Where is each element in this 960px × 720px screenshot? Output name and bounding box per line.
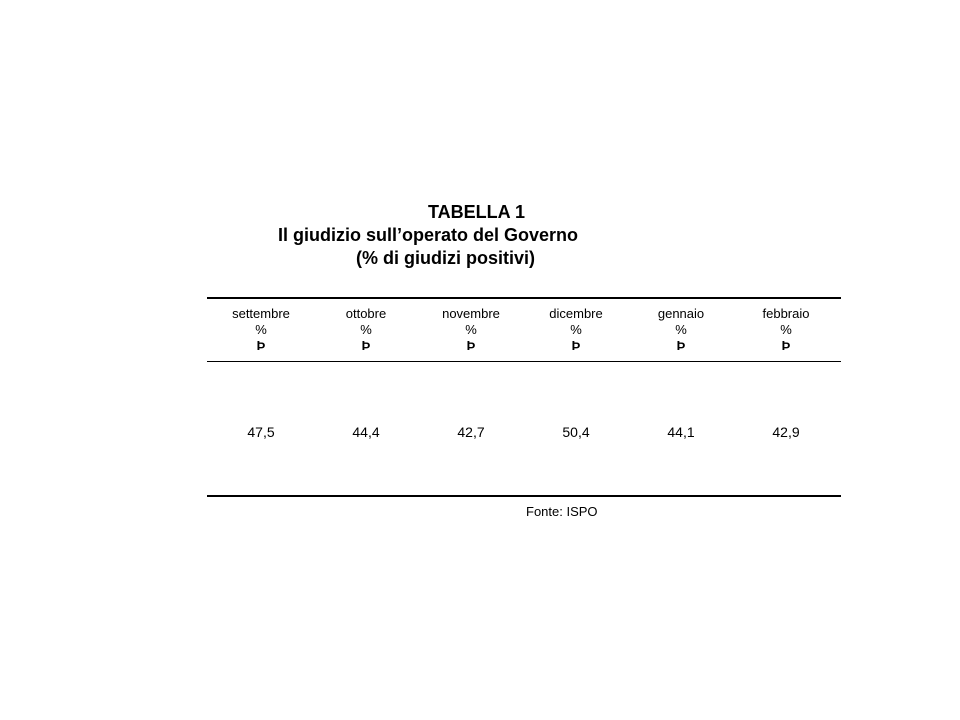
unit-label: % <box>255 322 267 337</box>
table-header-rule <box>207 361 841 362</box>
down-arrow-icon: Þ <box>256 338 266 353</box>
month-label: gennaio <box>657 306 705 321</box>
source-note: Fonte: ISPO <box>526 504 598 519</box>
down-arrow-icon: Þ <box>466 338 476 353</box>
down-arrow-icon: Þ <box>361 338 371 353</box>
unit-label: % <box>465 322 477 337</box>
down-arrow-icon: Þ <box>676 338 686 353</box>
unit-label: % <box>570 322 582 337</box>
month-label: ottobre <box>345 306 387 321</box>
table-subtitle: Il giudizio sull’operato del Governo <box>278 225 579 245</box>
month-label: febbraio <box>762 306 810 321</box>
table-top-rule <box>207 297 841 299</box>
table-title: TABELLA 1 <box>428 202 525 222</box>
column-header <box>316 306 416 354</box>
value-cell: 47,5 <box>247 424 275 440</box>
value-cell: 42,7 <box>457 424 485 440</box>
column-header <box>631 306 731 354</box>
column-header <box>421 306 521 354</box>
month-label: dicembre <box>549 306 603 321</box>
value-cell: 42,9 <box>772 424 800 440</box>
down-arrow-icon: Þ <box>781 338 791 353</box>
month-label: settembre <box>232 306 290 321</box>
down-arrow-icon: Þ <box>571 338 581 353</box>
unit-label: % <box>780 322 792 337</box>
value-cell: 50,4 <box>562 424 590 440</box>
table-bottom-rule <box>207 495 841 497</box>
month-label: novembre <box>442 306 500 321</box>
column-header <box>736 306 836 354</box>
value-cell: 44,4 <box>352 424 380 440</box>
unit-label: % <box>675 322 687 337</box>
table-subtitle-note: (% di giudizi positivi) <box>356 248 535 268</box>
column-header <box>211 306 311 354</box>
unit-label: % <box>360 322 372 337</box>
value-cell: 44,1 <box>667 424 695 440</box>
column-header <box>526 306 626 354</box>
